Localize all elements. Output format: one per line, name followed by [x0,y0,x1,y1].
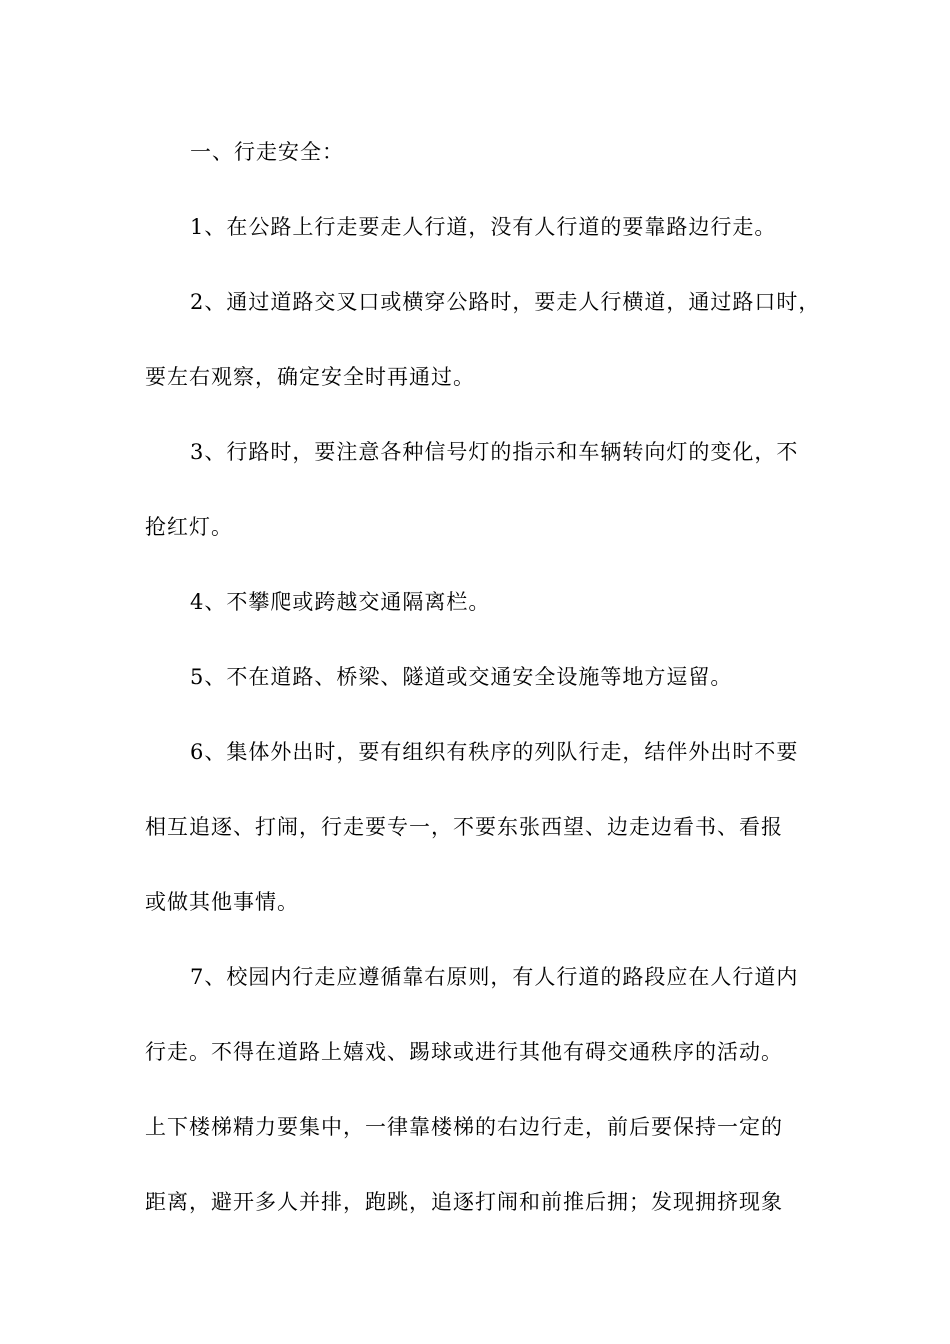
section-heading: 一、行走安全： [190,140,344,164]
text-line: 抢红灯。 [145,515,233,539]
text-line: 3、行路时，要注意各种信号灯的指示和车辆转向灯的变化，不 [190,440,799,464]
text-line: 1、在公路上行走要走人行道，没有人行道的要靠路边行走。 [190,215,777,239]
text-line: 要左右观察，确定安全时再通过。 [145,365,475,389]
text-line: 上下楼梯精力要集中，一律靠楼梯的右边行走，前后要保持一定的 [145,1115,783,1139]
text-line: 距离，避开多人并排，跑跳，追逐打闹和前推后拥；发现拥挤现象 [145,1190,783,1214]
text-line: 相互追逐、打闹，行走要专一，不要东张西望、边走边看书、看报 [145,815,783,839]
text-line: 6、集体外出时，要有组织有秩序的列队行走，结伴外出时不要 [190,740,799,764]
text-line: 4、不攀爬或跨越交通隔离栏。 [190,590,491,614]
text-line: 2、通过道路交叉口或横穿公路时，要走人行横道，通过路口时， [190,290,821,314]
text-line: 行走。不得在道路上嬉戏、踢球或进行其他有碍交通秩序的活动。 [145,1040,783,1064]
text-line: 7、校园内行走应遵循靠右原则，有人行道的路段应在人行道内 [190,965,799,989]
text-line: 或做其他事情。 [145,890,299,914]
text-line: 5、不在道路、桥梁、隧道或交通安全设施等地方逗留。 [190,665,733,689]
